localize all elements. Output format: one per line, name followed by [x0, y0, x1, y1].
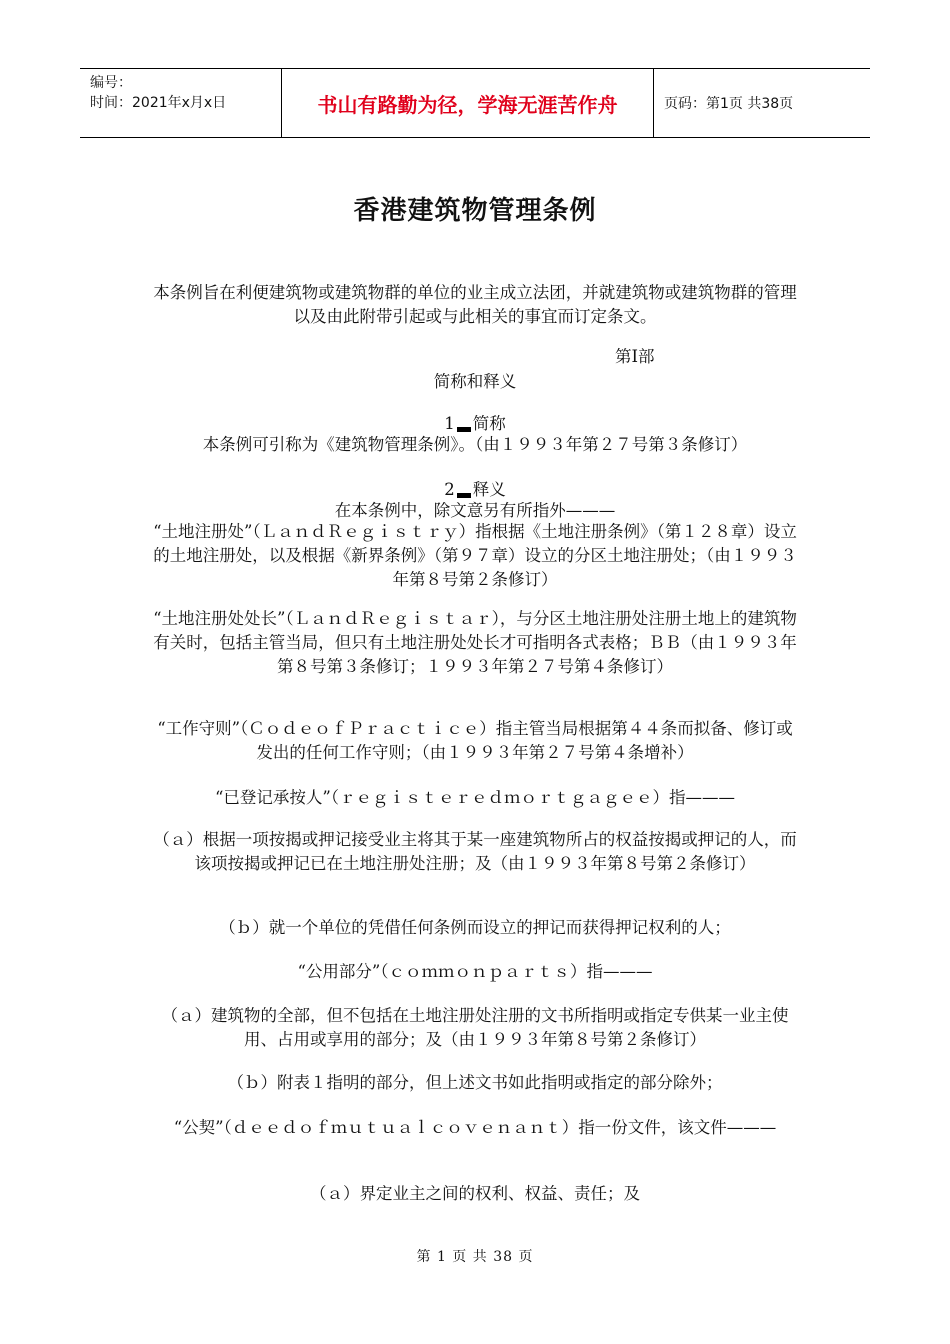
- definition-land-registrar: “土地注册处处长”（ＬａｎｄＲｅｇｉｓｔａｒ），与分区土地注册处注册土地上的建筑物有关时，包括主管当局，但只有土地注册处处长才可指明各式表格；ＢＢ（由１９９３年第８号第３条修订；１９９３年第２７号第４条修订）: [153, 609, 797, 676]
- definition-common-parts: “公用部分”（ｃｏｍｍｏｎｐａｒｔｓ）指———: [297, 962, 653, 981]
- definition-code-of-practice: “工作守则”（ＣｏｄｅｏｆＰｒａｃｔｉｃｅ）指主管当局根据第４４条而拟备、修订或发出的任何工作守则；（由１９９３年第２７号第４条增补）: [157, 719, 793, 762]
- header-meta: [80, 69, 282, 137]
- header-time-label: 时间：2021年x月x日: [90, 95, 227, 111]
- section-2-title: 释义: [472, 480, 506, 499]
- definition-common-parts-b: （ｂ）附表１指明的部分，但上述文书如此指明或指定的部分除外；: [227, 1073, 723, 1092]
- definition-land-registry: “土地注册处”（ＬａｎｄＲｅｇｉｓｔｒｙ）指根据《土地注册条例》（第１２８章）设立的土地注册处，以及根据《新界条例》（第９７章）设立的分区土地注册处；（由１９９３年第８号第２条修订）: [153, 522, 797, 589]
- page-footer: 第 1 页 共 38 页: [416, 1249, 534, 1265]
- section-1-number: 1: [444, 414, 455, 433]
- definition-common-parts-a: （ａ）建筑物的全部，但不包括在土地注册处注册的文书所指明或指定专供某一业主使用、占用或享用的部分；及（由１９９３年第８号第２条修订）: [161, 1006, 789, 1049]
- section-2-intro: 在本条例中，除文意另有所指外———: [334, 501, 616, 520]
- header-slogan: 书山有路勤为径，学海无涯苦作舟: [282, 69, 654, 137]
- page-header: [80, 68, 870, 138]
- definition-deed-a: （ａ）界定业主之间的权利、权益、责任；及: [310, 1184, 640, 1203]
- document-title: 香港建筑物管理条例: [353, 196, 597, 226]
- section-dash-icon: [457, 427, 471, 432]
- definition-mortgagee-a: （ａ）根据一项按揭或押记接受业主将其于某一座建筑物所占的权益按揭或押记的人，而该项按揭或押记已在土地注册处注册；及（由１９９３年第８号第２条修订）: [153, 830, 797, 873]
- section-1-title: 简称: [472, 414, 506, 433]
- part-heading: 第Ⅰ部: [615, 347, 655, 366]
- intro-paragraph: 本条例旨在利便建筑物或建筑物群的单位的业主成立法团，并就建筑物或建筑物群的管理以及由此附带引起或与此相关的事宜而订定条文。: [153, 283, 797, 326]
- section-dash-icon: [457, 493, 471, 498]
- section-2-number: 2: [444, 480, 455, 499]
- part-title: 简称和释义: [433, 372, 517, 391]
- section-1-text: 本条例可引称为《建筑物管理条例》。（由１９９３年第２７号第３条修订）: [202, 435, 748, 454]
- definition-mortgagee-b: （ｂ）就一个单位的凭借任何条例而设立的押记而获得押记权利的人；: [219, 918, 731, 937]
- header-page-info: 页码：第1页 共38页: [664, 96, 794, 112]
- definition-deed: “公契”（ｄｅｅｄｏｆｍｕｔｕａｌｃｏｖｅｎａｎｔ）指一份文件，该文件———: [173, 1118, 777, 1137]
- header-code-label: 编号：: [90, 75, 132, 91]
- definition-registered-mortgagee: “已登记承按人”（ｒｅｇｉｓｔｅｒｅｄｍｏｒｔｇａｇｅｅ）指———: [214, 788, 736, 807]
